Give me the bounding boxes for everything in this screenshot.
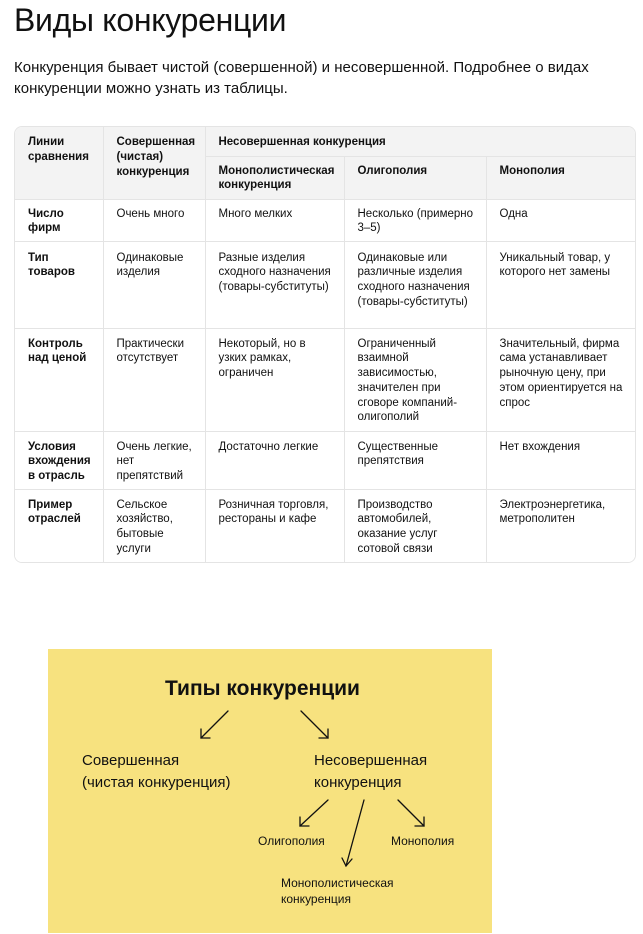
arrow-to-monopolistic-icon [342, 800, 364, 866]
cell-perfect: Очень легкие, нет препятствий [103, 431, 205, 489]
diagram-monopolistic-line1: Монополистическая [281, 876, 394, 890]
cell-monopoly: Значительный, фирма сама устанавливает рыночную цену, при этом ориентируется на спрос [486, 328, 636, 431]
cell-perfect: Очень много [103, 199, 205, 241]
table-row [15, 489, 636, 562]
diagram-imperfect-line2: конкуренция [314, 774, 402, 791]
header-imperfect-competition: Несовершенная конкуренция [205, 127, 636, 156]
cell-monopolistic: Некоторый, но в узких рамках, ограничен [205, 328, 344, 431]
table-row [15, 431, 636, 489]
competition-table [15, 127, 636, 562]
arrow-to-perfect-icon [201, 711, 228, 738]
cell-oligopoly: Ограниченный взаимной зависимостью, значителен при сговоре компаний-олигополий [344, 328, 486, 431]
cell-oligopoly: Одинаковые или различные изделия сходного назначения (товары-субституты) [344, 241, 486, 328]
intro-paragraph: Конкуренция бывает чистой (совершенной) и несовершенной. Подробнее о видах конкуренции можно узнать из таблицы. [14, 59, 589, 97]
arrow-to-monopoly-icon [398, 800, 424, 826]
diagram-oligopoly: Олигополия [258, 834, 325, 848]
header-perfect-competition: Совершенная (чистая) конкуренция [103, 127, 205, 199]
cell-monopoly: Электроэнергетика, метрополитен [486, 489, 636, 562]
table-row [15, 328, 636, 431]
row-label: Контроль над ценой [15, 328, 103, 431]
cell-monopolistic: Достаточно легкие [205, 431, 344, 489]
competition-table-card [14, 126, 636, 563]
row-label: Пример отраслей [15, 489, 103, 562]
competition-types-diagram [48, 649, 492, 933]
cell-perfect: Сельское хозяйство, бытовые услуги [103, 489, 205, 562]
cell-monopoly: Нет вхождения [486, 431, 636, 489]
row-label: Условия вхождения в отрасль [15, 431, 103, 489]
diagram-monopoly: Монополия [391, 834, 455, 848]
header-lines-of-comparison: Линии сравнения [15, 127, 103, 199]
cell-monopoly: Одна [486, 199, 636, 241]
cell-monopolistic: Разные изделия сходного назначения (товары-субституты) [205, 241, 344, 328]
diagram-imperfect-line1: Несовершенная [314, 752, 428, 769]
cell-oligopoly: Несколько (примерно 3–5) [344, 199, 486, 241]
header-monopolistic: Монополистическая конкуренция [205, 156, 344, 199]
diagram-perfect-line2: (чистая конкуренция) [82, 774, 231, 791]
cell-oligopoly: Производство автомобилей, оказание услуг сотовой связи [344, 489, 486, 562]
cell-monopolistic: Розничная торговля, рестораны и кафе [205, 489, 344, 562]
arrow-to-imperfect-icon [301, 711, 328, 738]
cell-perfect: Практически отсутствует [103, 328, 205, 431]
diagram-monopolistic-line2: конкуренция [281, 892, 351, 906]
row-label: Число фирм [15, 199, 103, 241]
diagram-perfect-line1: Совершенная [82, 752, 180, 769]
header-monopoly: Монополия [486, 156, 636, 199]
cell-oligopoly: Существенные препятствия [344, 431, 486, 489]
cell-perfect: Одинаковые изделия [103, 241, 205, 328]
cell-monopolistic: Много мелких [205, 199, 344, 241]
arrow-to-oligopoly-icon [300, 800, 328, 826]
page-title: Виды конкуренции [14, 2, 287, 38]
row-label: Тип товаров [15, 241, 103, 328]
cell-monopoly: Уникальный товар, у которого нет замены [486, 241, 636, 328]
table-row [15, 199, 636, 241]
header-oligopoly: Олигополия [344, 156, 486, 199]
diagram-title: Типы конкуренции [165, 677, 360, 700]
table-row [15, 241, 636, 328]
